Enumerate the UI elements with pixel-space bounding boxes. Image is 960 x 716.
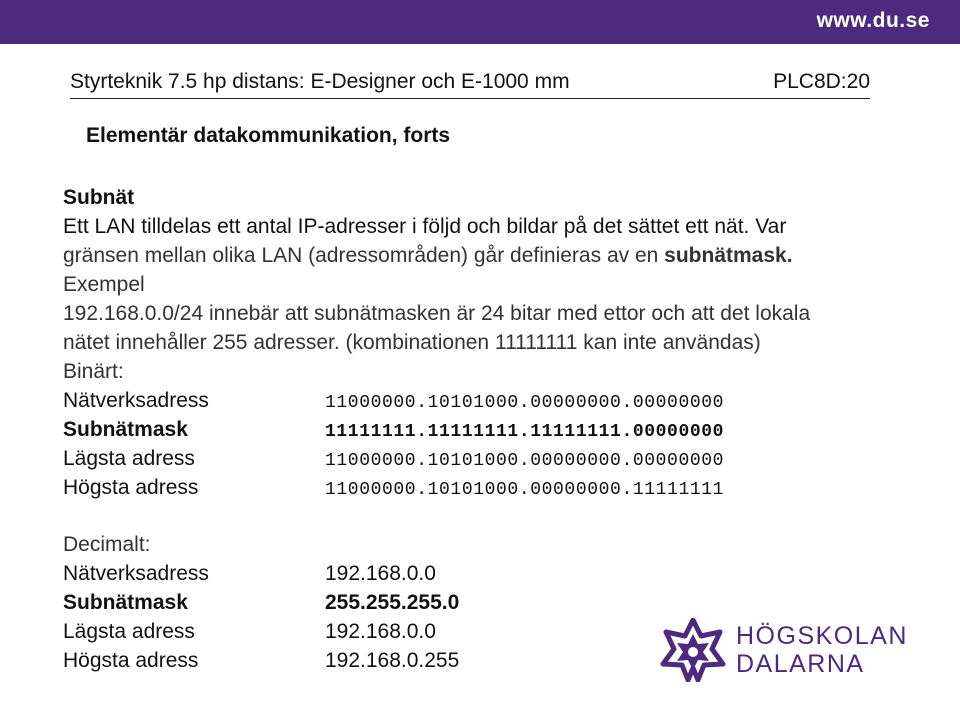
decimal-label: Nätverksadress bbox=[63, 562, 209, 585]
binary-label: Subnätmask bbox=[63, 418, 188, 441]
decimal-label: Subnätmask bbox=[63, 591, 188, 614]
example-line-2: nätet innehåller 255 adresser. (kombinationen 11111111 kan inte användas) bbox=[63, 331, 761, 354]
binary-row bbox=[63, 386, 933, 415]
subnet-line-2-text: gränsen mellan olika LAN (adressområden) går definieras av en bbox=[63, 244, 665, 267]
university-name bbox=[736, 622, 908, 678]
decimal-value: 192.168.0.255 bbox=[325, 649, 460, 672]
university-logo bbox=[660, 618, 930, 682]
binary-value: 11000000.10101000.00000000.00000000 bbox=[325, 393, 725, 413]
decimal-heading: Decimalt: bbox=[63, 533, 151, 556]
course-code: PLC8D:20 bbox=[773, 70, 870, 93]
course-title: Styrteknik 7.5 hp distans: E-Designer och E-1000 mm bbox=[70, 70, 570, 93]
example-label: Exempel bbox=[63, 273, 145, 296]
spacer bbox=[63, 502, 933, 530]
binary-value: 11000000.10101000.00000000.11111111 bbox=[325, 480, 725, 500]
decimal-label: Lägsta adress bbox=[63, 620, 195, 643]
binary-heading: Binärt: bbox=[63, 360, 124, 383]
page-header bbox=[70, 68, 870, 99]
site-logo: www.du.se bbox=[816, 9, 930, 32]
decimal-value: 255.255.255.0 bbox=[325, 591, 460, 614]
subnet-mask-term: subnätmask. bbox=[664, 244, 793, 267]
decimal-value: 192.168.0.0 bbox=[325, 562, 436, 585]
decimal-row bbox=[63, 588, 933, 617]
binary-value: 11000000.10101000.00000000.00000000 bbox=[325, 451, 725, 471]
top-banner bbox=[0, 0, 960, 44]
example-line-1: 192.168.0.0/24 innebär att subnätmasken är 24 bitar med ettor och att det lokala bbox=[63, 302, 811, 325]
slide-content bbox=[63, 183, 933, 675]
subnet-line-1: Ett LAN tilldelas ett antal IP-adresser i följd och bildar på det sättet ett nät. Var bbox=[63, 215, 787, 238]
subnet-heading: Subnät bbox=[63, 186, 135, 209]
decimal-label: Högsta adress bbox=[63, 649, 199, 672]
decimal-row bbox=[63, 559, 933, 588]
section-title: Elementär datakommunikation, forts bbox=[86, 124, 451, 147]
binary-label: Lägsta adress bbox=[63, 447, 195, 470]
star-icon bbox=[660, 618, 726, 682]
binary-value: 11111111.11111111.11111111.00000000 bbox=[325, 422, 725, 442]
binary-row bbox=[63, 473, 933, 502]
binary-row bbox=[63, 444, 933, 473]
binary-label: Nätverksadress bbox=[63, 389, 209, 412]
decimal-value: 192.168.0.0 bbox=[325, 620, 436, 643]
subnet-line-2 bbox=[63, 241, 933, 270]
university-name-line-2: DALARNA bbox=[736, 650, 865, 678]
university-name-line-1: HÖGSKOLAN bbox=[736, 622, 908, 650]
binary-label: Högsta adress bbox=[63, 476, 199, 499]
binary-row bbox=[63, 415, 933, 444]
